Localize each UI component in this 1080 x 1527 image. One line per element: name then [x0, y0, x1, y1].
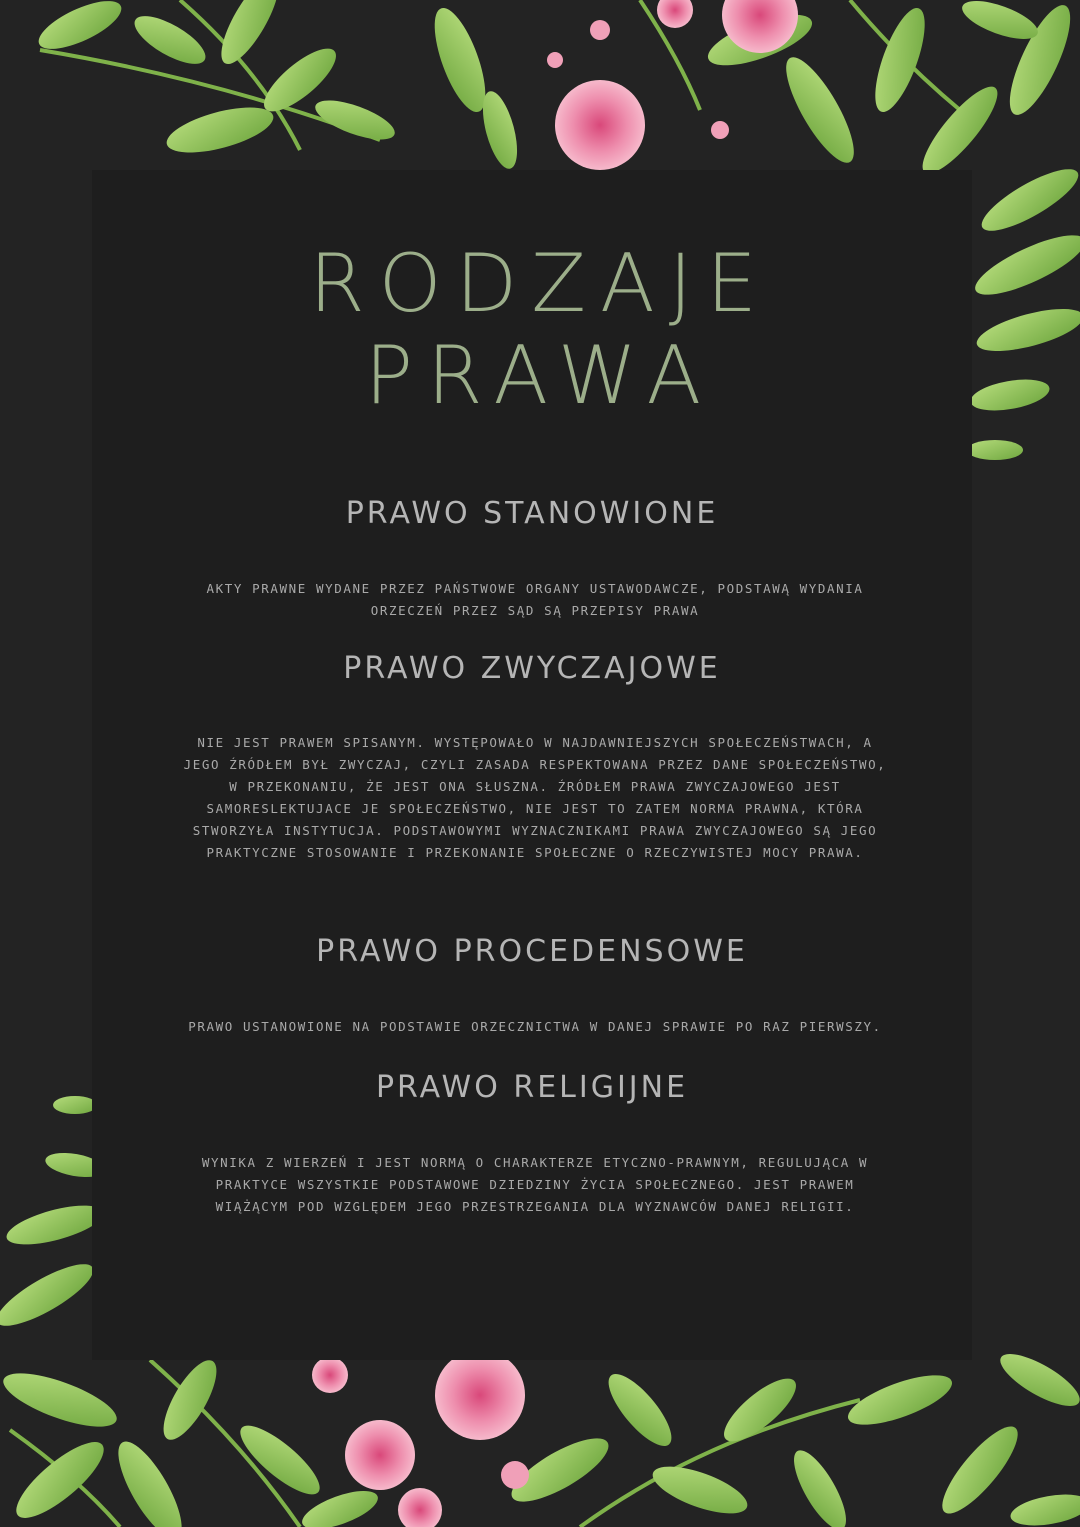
leaf-icon [211, 0, 289, 71]
flower-icon [398, 1488, 442, 1527]
leaf-icon [865, 3, 935, 118]
leaf-icon [912, 78, 1007, 183]
flower-icon [657, 0, 693, 28]
title-line-2: PRAWA [364, 329, 716, 422]
section-body-procedensowe: PRAWO USTANOWIONE NA PODSTAWIE ORZECZNICTWA W DANEJ SPRAWIE PO RAZ PIERWSZY. [188, 1019, 882, 1034]
flower-icon [501, 1461, 529, 1489]
flower-icon [711, 121, 729, 139]
section-body-religijne: WYNIKA Z WIERZEŃ I JEST NORMĄ O CHARAKTERZE ETYCZNO-PRAWNYM, REGULUJĄCA W PRAKTYCE WSZYSTKIE PODSTAWOWE DZIEDZINY ŻYCIA SPOŁECZNEGO. JEST PRAWEM WIĄŻĄCYM POD WZGLĘDEM JEGO PRZESTRZEGANIA DLA WYZNAWCÓW DANEJ RELIGII. [201, 1155, 869, 1214]
section-heading-procedensowe: PRAWO PROCEDENSOWE [316, 934, 748, 969]
leaf-icon [154, 1353, 227, 1447]
leaf-icon [932, 1417, 1029, 1523]
section-body-zwyczajowe: NIE JEST PRAWEM SPISANYM. WYSTĘPOWAŁO W NAJDAWNIEJSZYCH SPOŁECZEŃSTWACH, A JEGO ŹRÓDŁEM BYŁ ZWYCZAJ, CZYLI ZASADA RESPEKTOWANA PRZEZ DANE SPOŁECZEŃSTWO, W PRZEKONANIU, ŻE JEST ONA SŁUSZNA. ŹRÓDŁEM PRAWA ZWYCZAJOWEGO JEST SAMORESLEKTUJACE JE SPOŁECZEŃSTWO, NIE JEST TO ZATEM NORMA PRAWNA, KTÓRA STWORZYŁA INSTYTUCJA. PODSTAWOWYMI WYZNACZNIKAMI PRAWA ZWYCZAJOWEGO SĄ JEGO PRAKTYCZNE STOSOWANIE I PRZEKONANIE SPOŁECZNE O RZECZYWISTEJ MOCY PRAWA. [183, 735, 887, 860]
leaf-icon [774, 49, 865, 171]
leaf-icon [647, 1457, 753, 1523]
flower-icon [547, 52, 563, 68]
leaf-icon [958, 0, 1043, 47]
title-line-1: RODZAJE [309, 237, 771, 330]
flower-icon [555, 80, 645, 170]
leaf-icon [0, 1254, 101, 1337]
leaf-icon [53, 1096, 97, 1114]
leaf-icon [994, 1345, 1080, 1416]
section-heading-zwyczajowe: PRAWO ZWYCZAJOWE [343, 651, 721, 686]
leaf-icon [162, 98, 278, 161]
flower-icon [345, 1420, 415, 1490]
leaf-icon [0, 1363, 123, 1438]
top-flowers [547, 0, 798, 170]
page-title [0, 238, 1080, 422]
section-heading-religijne: PRAWO RELIGIJNE [375, 1070, 689, 1105]
flower-icon [312, 1357, 348, 1393]
leaf-icon [1008, 1489, 1080, 1527]
leaf-icon [967, 440, 1023, 460]
flower-icon [435, 1350, 525, 1440]
leaf-icon [599, 1365, 681, 1455]
leaf-icon [785, 1444, 856, 1527]
leaf-icon [107, 1433, 193, 1527]
leaf-icon [715, 1369, 805, 1451]
flower-icon [590, 20, 610, 40]
top-leaves [32, 0, 1080, 182]
section-body-stanowione: AKTY PRAWNE WYDANE PRZEZ PAŃSTWOWE ORGANY USTAWODAWCZE, PODSTAWĄ WYDANIA ORZECZEŃ PRZEZ SĄD SĄ PRZEPISY PRAWA [206, 581, 864, 618]
leaf-icon [6, 1431, 113, 1527]
section-heading-stanowione: PRAWO STANOWIONE [345, 496, 719, 531]
leaf-icon [974, 159, 1080, 242]
